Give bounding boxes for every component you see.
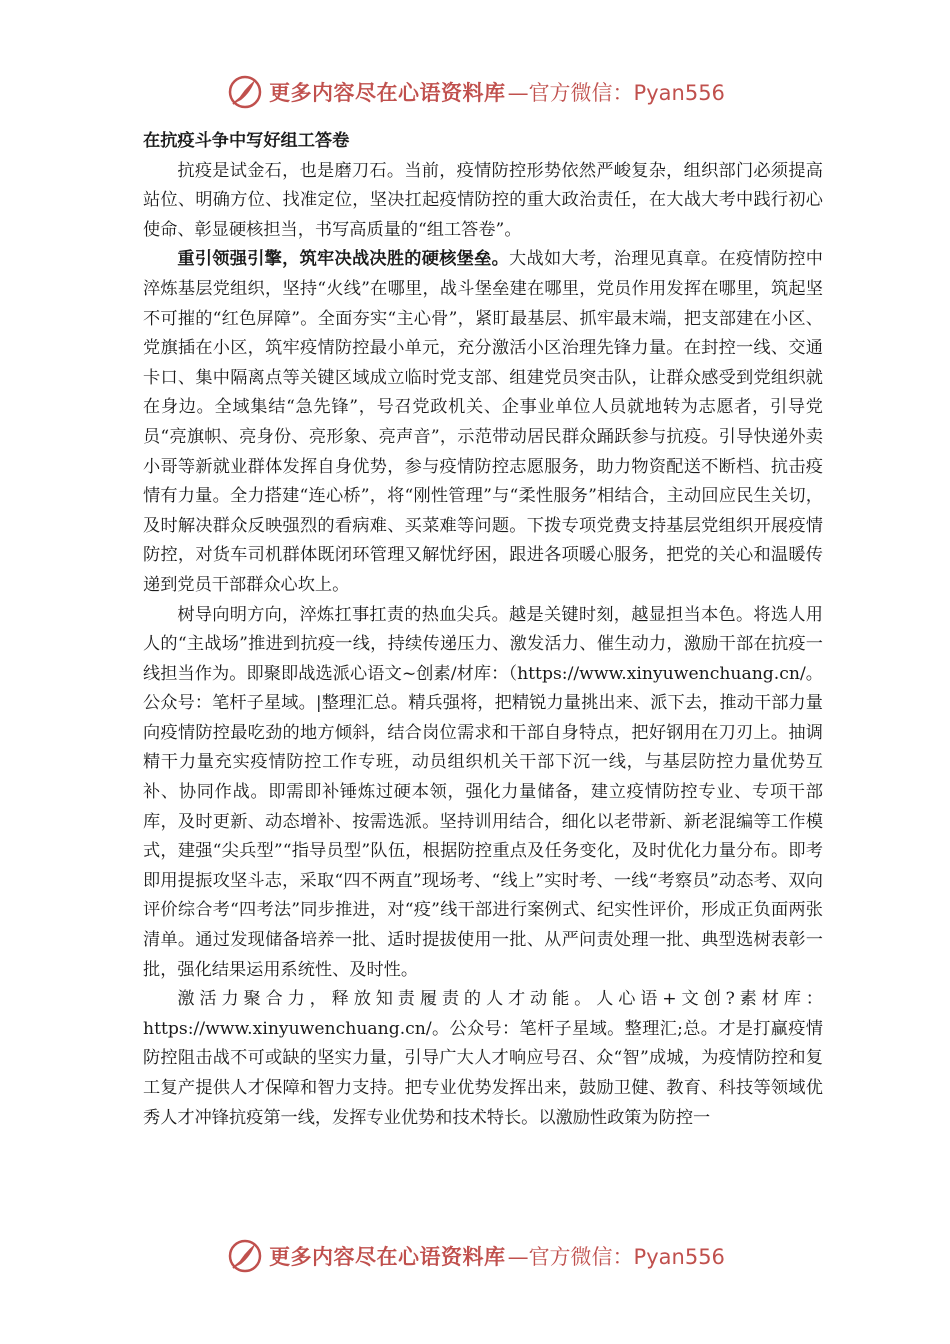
paragraph-3 [143, 601, 823, 986]
paragraph-heading: 重引领强引擎，筑牢决战决胜的硬核堡垒。 [177, 249, 510, 270]
watermark-banner-top [0, 72, 950, 112]
watermark-wechat: —官方微信：Pyan556 [507, 81, 725, 105]
feather-logo-icon [225, 1236, 265, 1276]
paragraph-text: 激活力聚合力，释放知责履责的人才动能。人心语+文创?素材库：https://www.xinyuwenchuang.cn/。公众号：笔杆子星域。整理汇;总。才是打赢疫情防控阻击战不可或缺的坚实力量，引导广大人才响应号召、众“智”成城，为疫情防控和复工复产提供人才保障和智力支持。把专业优势发挥出来，鼓励卫健、教育、科技等领域优秀人才冲锋抗疫第一线，发挥专业优势和技术特长。以激励性政策为防控一 [143, 989, 823, 1128]
watermark-banner-bottom [0, 1236, 950, 1276]
paragraph-text: 树导向明方向，淬炼扛事扛责的热血尖兵。越是关键时刻，越显担当本色。将选人用人的“主战场”推进到抗疫一线，持续传递压力、激发活力、催生动力，激励干部在抗疫一线担当作为。即聚即战选派心语文~创素/材库：（https://www.xinyuwenchuang.cn/。公众号：笔杆子星域。|整理汇总。精兵强将，把精锐力量挑出来、派下去，推动干部力量向疫情防控最吃劲的地方倾斜，结合岗位需求和干部自身特点，把好钢用在刀刃上。抽调精干力量充实疫情防控工作专班，动员组织机关干部下沉一线，与基层防控力量优势互补、协同作战。即需即补锤炼过硬本领，强化力量储备，建立疫情防控专业、专项干部库，及时更新、动态增补、按需选派。坚持训用结合，细化以老带新、新老混编等工作模式，建强“尖兵型”“指导员型”队伍，根据防控重点及任务变化，及时优化力量分布。即考即用提振攻坚斗志，采取“四不两直”现场考、“线上”实时考、一线“考察员”动态考、双向评价综合考“四考法”同步推进，对“疫”线干部进行案例式、纪实性评价，形成正负面两张清单。通过发现储备培养一批、适时提拔使用一批、从严问责处理一批、典型选树表彰一批，强化结果运用系统性、及时性。 [143, 604, 823, 980]
document-body [143, 127, 823, 1133]
paragraph-2 [143, 245, 823, 600]
feather-logo-icon [225, 72, 265, 112]
document-title: 在抗疫斗争中写好组工答卷 [143, 131, 350, 151]
paragraph-text: 抗疫是试金石，也是磨刀石。当前，疫情防控形势依然严峻复杂，组织部门必须提高站位、明确方位、找准定位，坚决扛起疫情防控的重大政治责任，在大战大考中践行初心使命、彰显硬核担当，书写高质量的“组工答卷”。 [143, 160, 823, 240]
watermark-wechat: —官方微信：Pyan556 [507, 1245, 725, 1269]
paragraph-1 [143, 157, 823, 246]
paragraph-4 [143, 985, 823, 1133]
watermark-text: 更多内容尽在心语资料库 [269, 81, 506, 105]
paragraph-text: 大战如大考，治理见真章。在疫情防控中淬炼基层党组织，坚持“火线”在哪里，战斗堡垒建在哪里，党员作用发挥在哪里，筑起坚不可摧的“红色屏障”。全面夯实“主心骨”，紧盯最基层、抓牢最末端，把支部建在小区、党旗插在小区，筑牢疫情防控最小单元，充分激活小区治理先锋力量。在封控一线、交通卡口、集中隔离点等关键区域成立临时党支部、组建党员突击队，让群众感受到党组织就在身边。全域集结“急先锋”，号召党政机关、企事业单位人员就地转为志愿者，引导党员“亮旗帜、亮身份、亮形象、亮声音”，示范带动居民群众踊跃参与抗疫。引导快递外卖小哥等新就业群体发挥自身优势，参与疫情防控志愿服务，助力物资配送不断档、抗击疫情有力量。全力搭建“连心桥”，将“刚性管理”与“柔性服务”相结合，主动回应民生关切，及时解决群众反映强烈的看病难、买菜难等问题。下拨专项党费支持基层党组织开展疫情防控，对货车司机群体既闭环管理又解忧纾困，跟进各项暖心服务，把党的关心和温暖传递到党员干部群众心坎上。 [143, 249, 823, 595]
watermark-text: 更多内容尽在心语资料库 [269, 1245, 506, 1269]
